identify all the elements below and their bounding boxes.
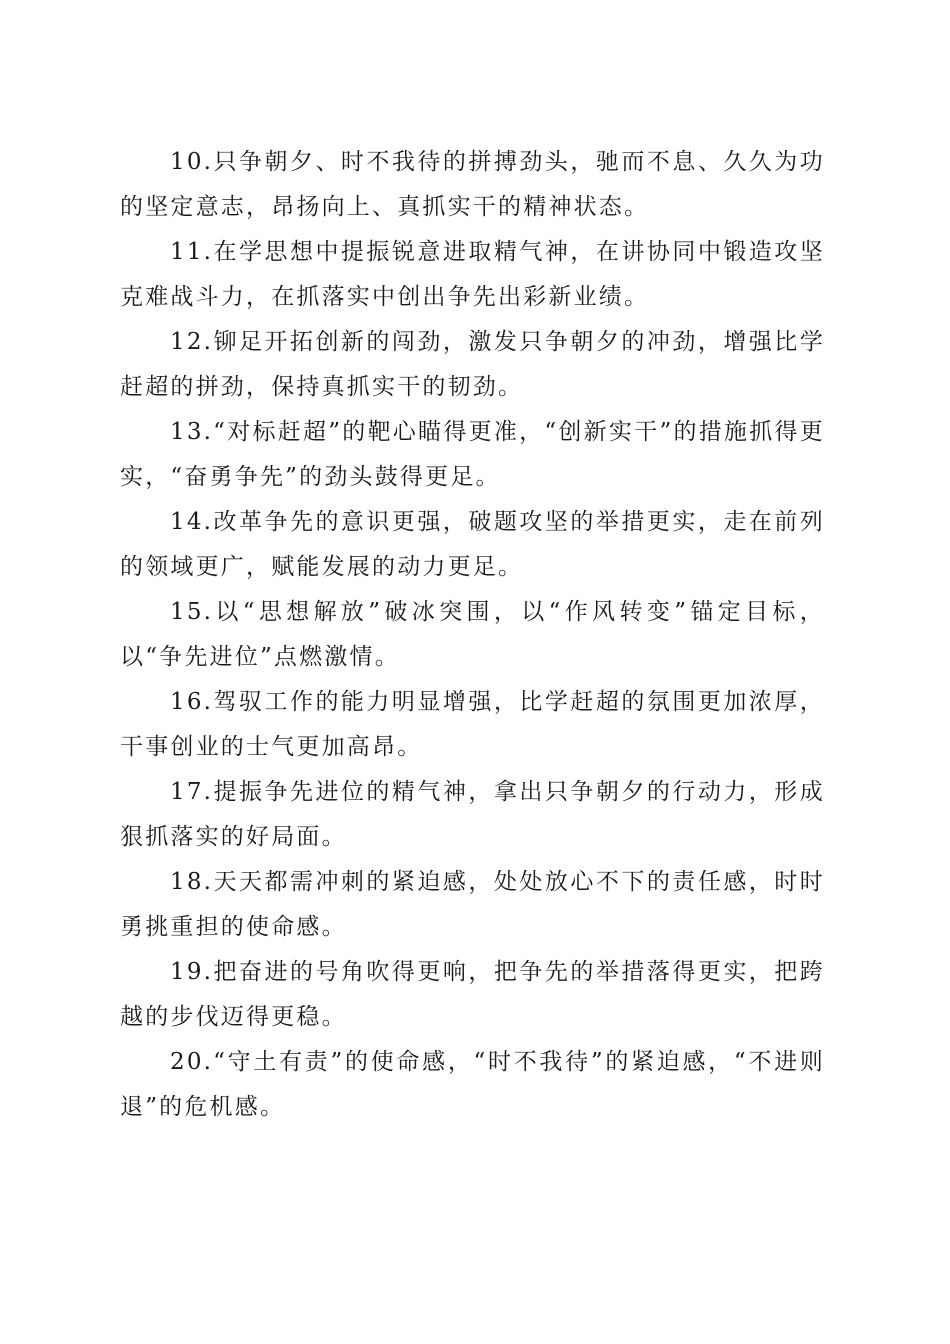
paragraph-10: 10.只争朝夕、时不我待的拼搏劲头，驰而不息、久久为功的坚定意志，昂扬向上、真抓实干的精神状态。 xyxy=(120,149,825,220)
paragraph-17: 17.提振争先进位的精气神，拿出只争朝夕的行动力，形成狠抓落实的好局面。 xyxy=(120,779,825,850)
paragraph-20: 20.“守土有责”的使命感，“时不我待”的紧迫感，“不进则退”的危机感。 xyxy=(120,1049,825,1120)
paragraph-18: 18.天天都需冲刺的紧迫感，处处放心不下的责任感，时时勇挑重担的使命感。 xyxy=(120,869,825,940)
document-body xyxy=(120,140,825,1130)
paragraph-15: 15.以“思想解放”破冰突围，以“作风转变”锚定目标，以“争先进位”点燃激情。 xyxy=(120,599,825,670)
paragraph-11: 11.在学思想中提振锐意进取精气神，在讲协同中锻造攻坚克难战斗力，在抓落实中创出争先出彩新业绩。 xyxy=(120,239,825,310)
paragraph-19: 19.把奋进的号角吹得更响，把争先的举措落得更实，把跨越的步伐迈得更稳。 xyxy=(120,959,825,1030)
paragraph-16: 16.驾驭工作的能力明显增强，比学赶超的氛围更加浓厚，干事创业的士气更加高昂。 xyxy=(120,689,825,760)
paragraph-13: 13.“对标赶超”的靶心瞄得更准，“创新实干”的措施抓得更实，“奋勇争先”的劲头鼓得更足。 xyxy=(120,419,825,490)
paragraph-12: 12.铆足开拓创新的闯劲，激发只争朝夕的冲劲，增强比学赶超的拼劲，保持真抓实干的韧劲。 xyxy=(120,329,825,400)
paragraph-14: 14.改革争先的意识更强，破题攻坚的举措更实，走在前列的领域更广，赋能发展的动力更足。 xyxy=(120,509,825,580)
